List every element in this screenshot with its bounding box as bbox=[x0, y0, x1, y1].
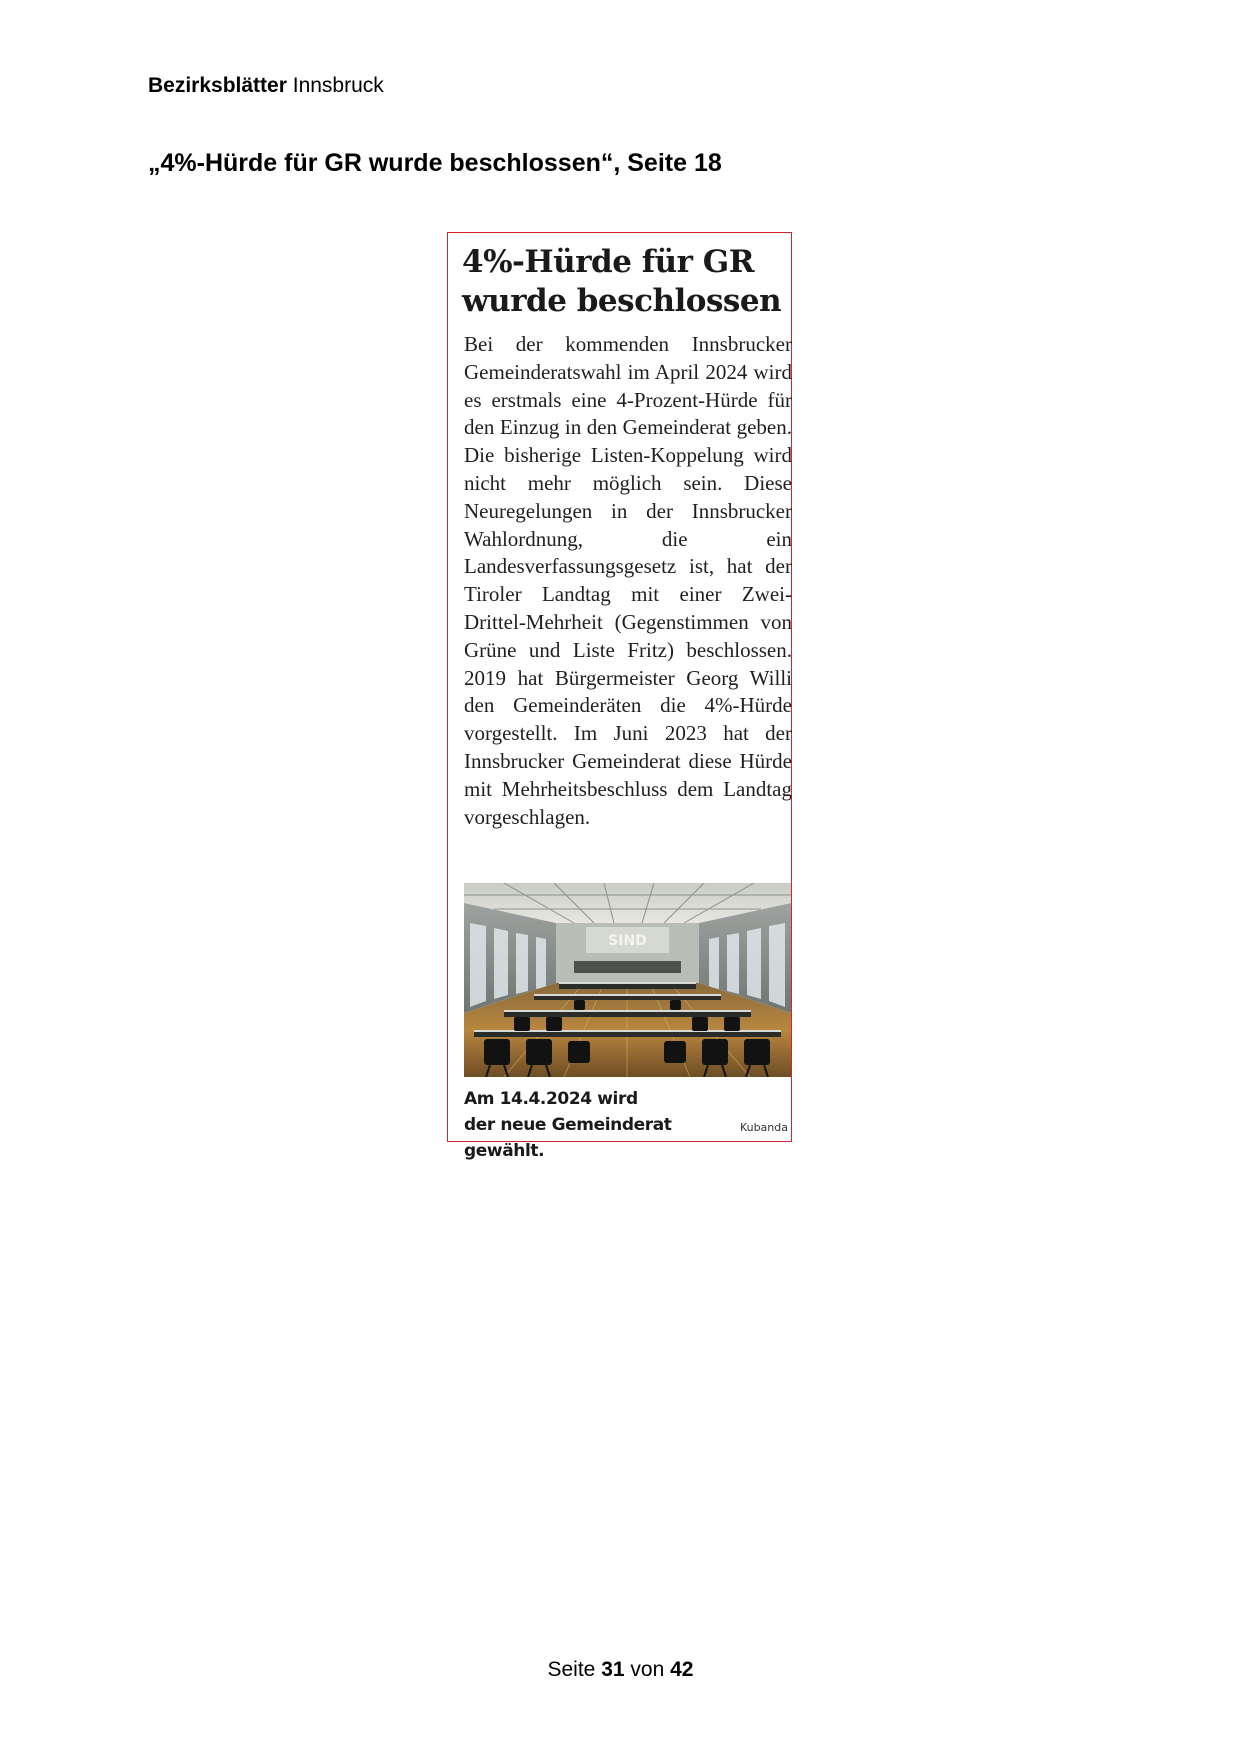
region-name: Innsbruck bbox=[292, 74, 384, 97]
newspaper-clipping bbox=[447, 232, 792, 1161]
council-chamber-photo bbox=[464, 883, 791, 1077]
wall-lettering: SIND bbox=[608, 933, 647, 949]
page-label: Seite bbox=[547, 1658, 596, 1681]
article-body: Bei der kommenden Innsbrucker Gemeinderatswahl im April 2024 wird es erstmals eine 4-Prozent-Hürde für den Einzug in den Gemeinderat geben. Die bisherige Listen-Koppelung wird nicht mehr möglich sein. Diese Neuregelungen in der Innsbrucker Wahlordnung, die ein Landesverfassungsgesetz ist, hat der Tiroler Landtag mit einer Zwei-Drittel-Mehrheit (Gegenstimmen von Grüne und Liste Fritz) beschlossen. 2019 hat Bürgermeister Georg Willi den Gemeinderäten die 4%-Hürde vorgestellt. Im Juni 2023 hat der Innsbrucker Gemeinderat diese Hürde mit Mehrheitsbeschluss dem Landtag vorgeschlagen. bbox=[464, 332, 792, 829]
page-of-label: von bbox=[630, 1658, 665, 1681]
photo-credit: Kubanda bbox=[739, 1121, 788, 1134]
publication-name: Bezirksblätter bbox=[148, 74, 287, 97]
source-line bbox=[148, 74, 384, 98]
current-page: 31 bbox=[601, 1658, 625, 1681]
total-pages: 42 bbox=[670, 1658, 694, 1681]
page-footer bbox=[0, 1658, 1241, 1682]
document-title: „4%-Hürde für GR wurde beschlossen“, Seite 18 bbox=[148, 149, 722, 177]
article-headline: 4%-Hürde für GR wurde beschlossen bbox=[462, 244, 782, 319]
photo-caption: Am 14.4.2024 wird der neue Gemeinderat gewählt. bbox=[464, 1089, 672, 1161]
